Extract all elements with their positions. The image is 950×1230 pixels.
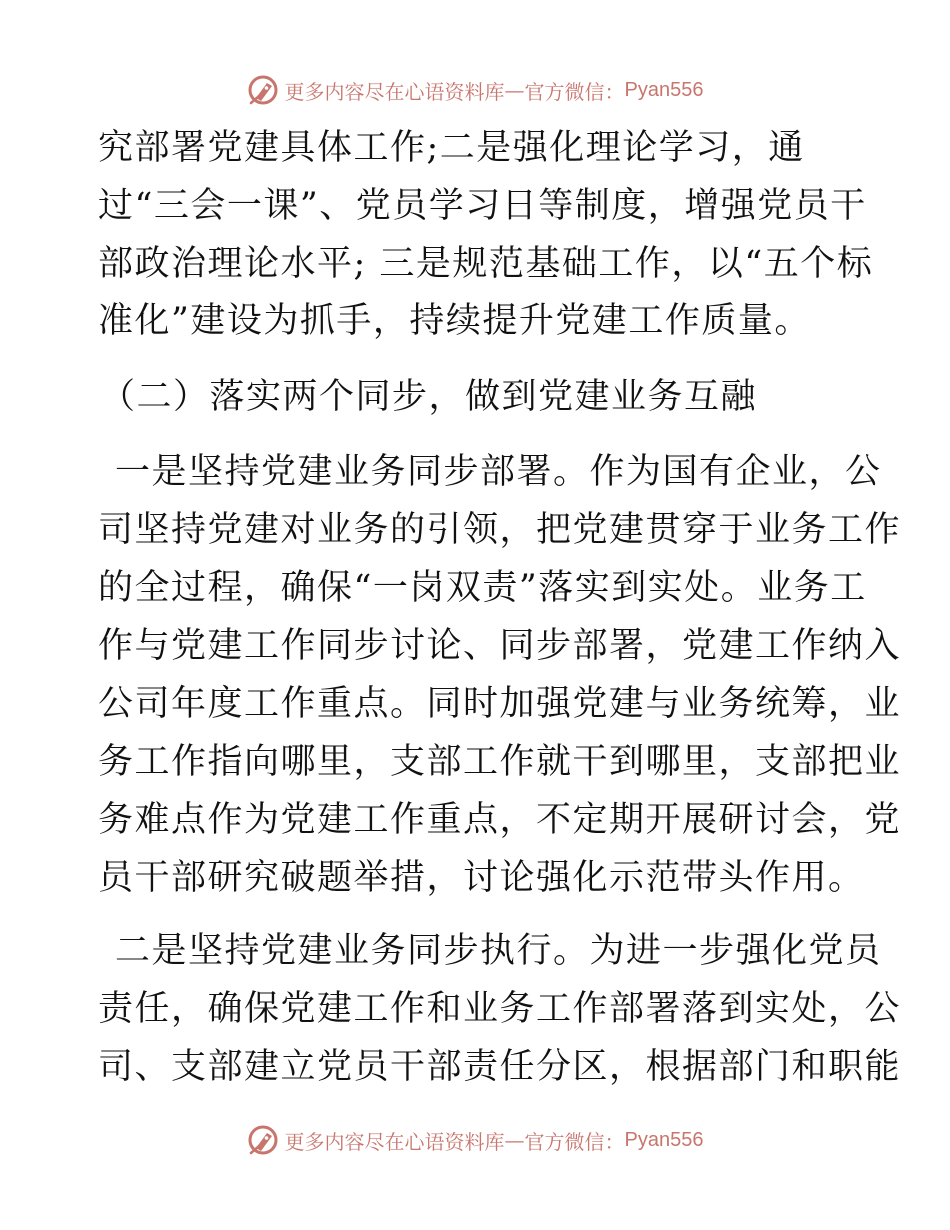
section-heading: （二）落实两个同步，做到党建业务互融 bbox=[100, 377, 758, 417]
text-line: 司、支部建立党员干部责任分区，根据部门和职能 bbox=[98, 1047, 902, 1087]
footer-watermark-banner bbox=[0, 1120, 950, 1160]
banner-wechat-label: 官方微信： bbox=[524, 1129, 625, 1154]
text-line: 部政治理论水平; 三是规范基础工作，以“五个标 bbox=[98, 244, 874, 284]
text-line: 务工作指向哪里，支部工作就干到哪里，支部把业 bbox=[98, 742, 902, 782]
banner-library-name: 更多内容尽在心语资料库 bbox=[284, 79, 505, 104]
text-line: 究部署党建具体工作;二是强化理论学习，通 bbox=[98, 128, 805, 168]
banner-wechat-id: Pyan556 bbox=[624, 1128, 704, 1151]
text-line: 过“三会一课”、党员学习日等制度，增强党员干 bbox=[98, 186, 867, 226]
banner-wechat-label: 官方微信： bbox=[524, 79, 625, 104]
paragraph-first-line: 二是坚持党建业务同步执行。为进一步强化党员 bbox=[115, 931, 882, 971]
text-line: 司坚持党建对业务的引领，把党建贯穿于业务工作 bbox=[98, 510, 902, 550]
banner-separator: — bbox=[504, 1128, 525, 1152]
text-line: 的全过程，确保“一岗双责”落实到实处。业务工 bbox=[98, 568, 867, 608]
text-line: 作与党建工作同步讨论、同步部署，党建工作纳入 bbox=[98, 626, 902, 666]
banner-separator: — bbox=[504, 78, 525, 102]
text-line: 准化”建设为抓手，持续提升党建工作质量。 bbox=[98, 301, 811, 341]
pen-nib-logo-icon bbox=[247, 1124, 279, 1156]
header-watermark-banner bbox=[0, 70, 950, 110]
text-line: 员干部研究破题举措，讨论强化示范带头作用。 bbox=[98, 858, 865, 898]
banner-library-name: 更多内容尽在心语资料库 bbox=[284, 1129, 505, 1154]
text-line: 公司年度工作重点。同时加强党建与业务统筹，业 bbox=[98, 684, 902, 724]
pen-nib-logo-icon bbox=[247, 74, 279, 106]
text-line: 责任，确保党建工作和业务工作部署落到实处，公 bbox=[98, 989, 902, 1029]
banner-wechat-id: Pyan556 bbox=[624, 78, 704, 101]
text-line: 务难点作为党建工作重点，不定期开展研讨会，党 bbox=[98, 800, 902, 840]
paragraph-first-line: 一是坚持党建业务同步部署。作为国有企业，公 bbox=[115, 452, 882, 492]
